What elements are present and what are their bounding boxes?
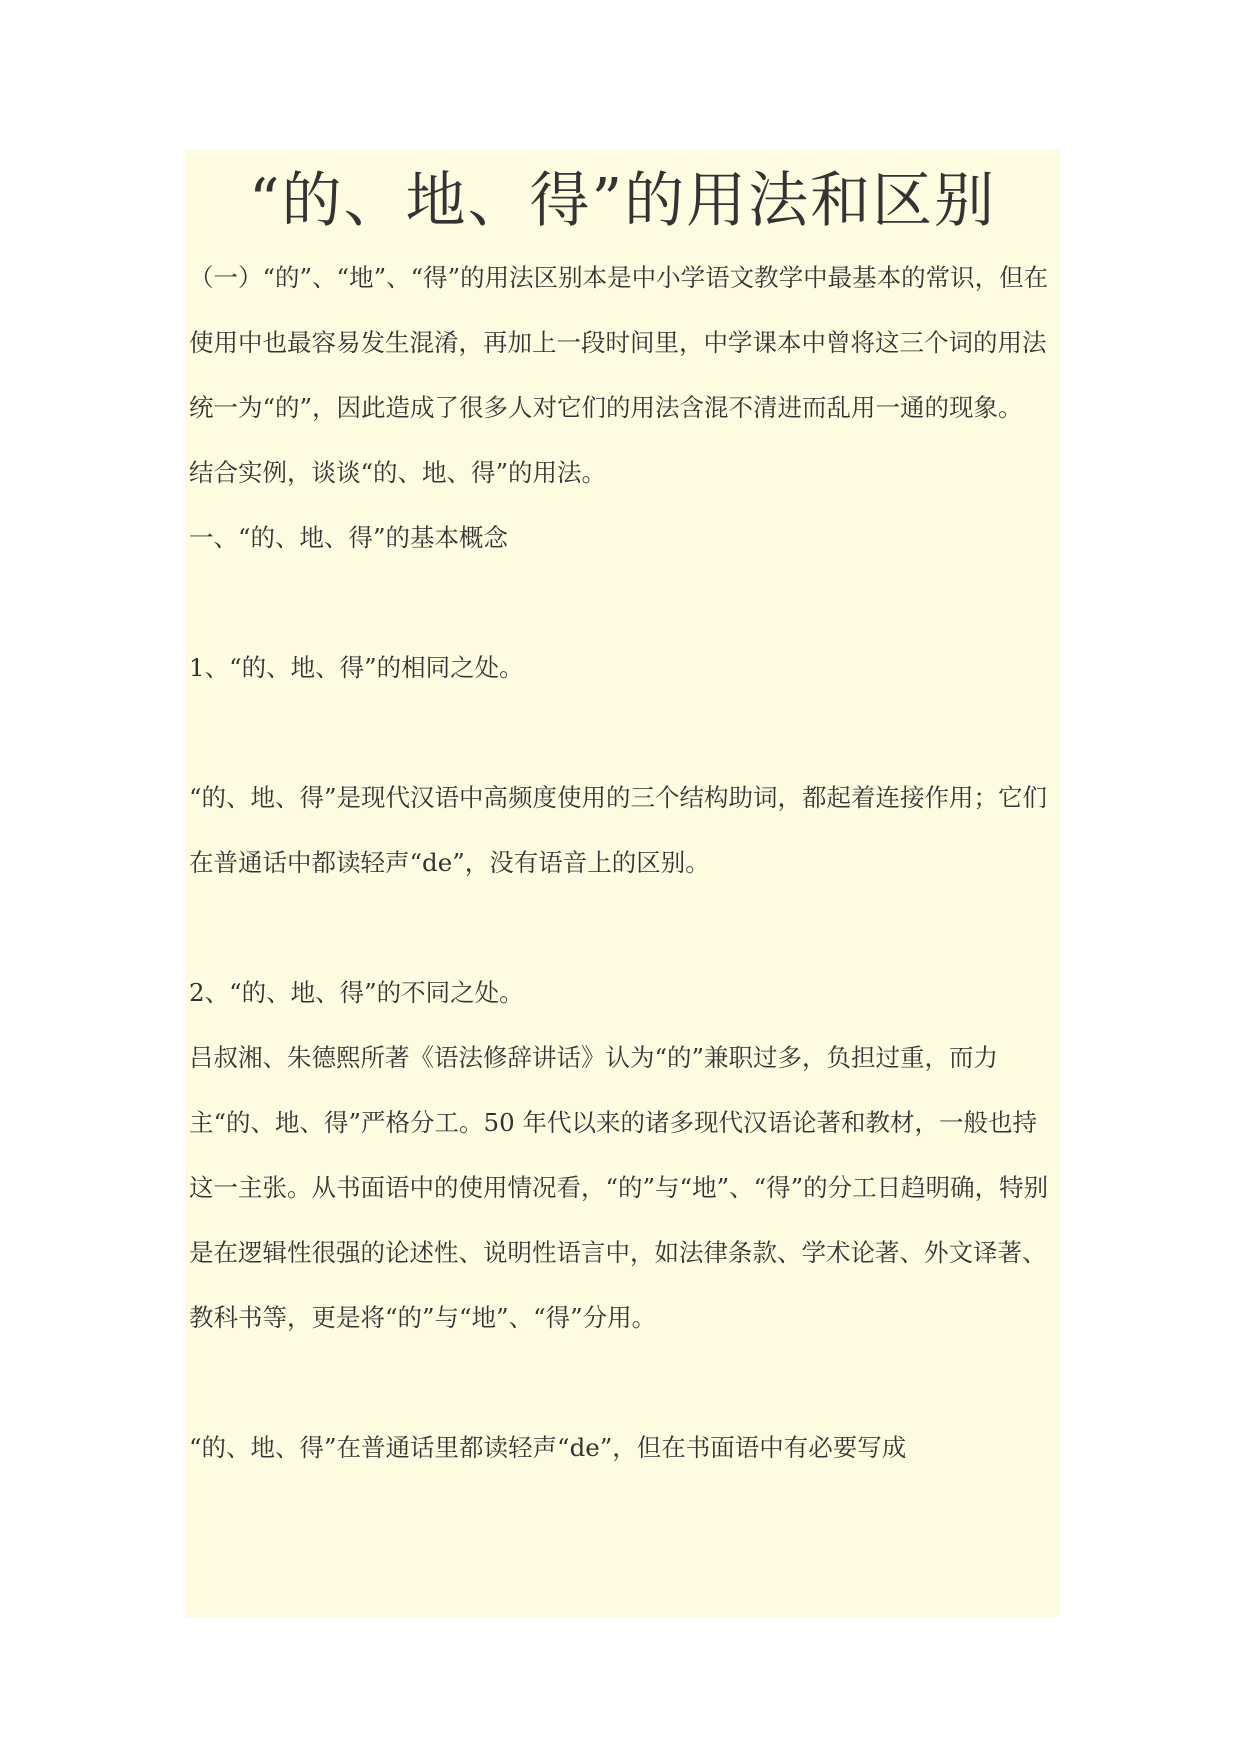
paragraph-intro: （一）“的”、“地”、“得”的用法区别本是中小学语文教学中最基本的常识，但在使用中也最容易发生混淆，再加上一段时间里，中学课本中曾将这三个词的用法统一为“的”，因此造成了很多人对它们的用法含混不清进而乱用一通的现象。 bbox=[189, 263, 1049, 422]
blank-line bbox=[189, 1350, 1059, 1415]
paragraph-differences: 吕叔湘、朱德熙所著《语法修辞讲话》认为“的”兼职过多，负担过重，而力主“的、地、得”严格分工。50 年代以来的诸多现代汉语论著和教材，一般也持这一主张。从书面语中的使用情况看，“的”与“地”、“得”的分工日趋明确，特别是在逻辑性很强的论述性、说明性语言中，如法律条款、学术论著、外文译著、教科书等，更是将“的”与“地”、“得”分用。 bbox=[189, 1043, 1049, 1332]
blank-line bbox=[189, 895, 1059, 960]
paragraph-examples: 结合实例，谈谈“的、地、得”的用法。 bbox=[189, 458, 607, 487]
blank-line bbox=[189, 700, 1059, 765]
document-page bbox=[185, 149, 1060, 1617]
paragraph-similarities: “的、地、得”是现代汉语中高频度使用的三个结构助词，都起着连接作用；它们在普通话中都读轻声“de”，没有语音上的区别。 bbox=[189, 783, 1048, 877]
subheading-similarities: 1、“的、地、得”的相同之处。 bbox=[189, 653, 524, 682]
section-heading-basic-concepts: 一、“的、地、得”的基本概念 bbox=[189, 523, 509, 552]
subheading-differences: 2、“的、地、得”的不同之处。 bbox=[189, 978, 524, 1007]
document-body bbox=[189, 245, 1059, 1480]
paragraph-pronunciation: “的、地、得”在普通话里都读轻声“de”，但在书面语中有必要写成 bbox=[189, 1433, 907, 1462]
document-title: “的、地、得”的用法和区别 bbox=[248, 166, 997, 236]
blank-line bbox=[189, 570, 1059, 635]
